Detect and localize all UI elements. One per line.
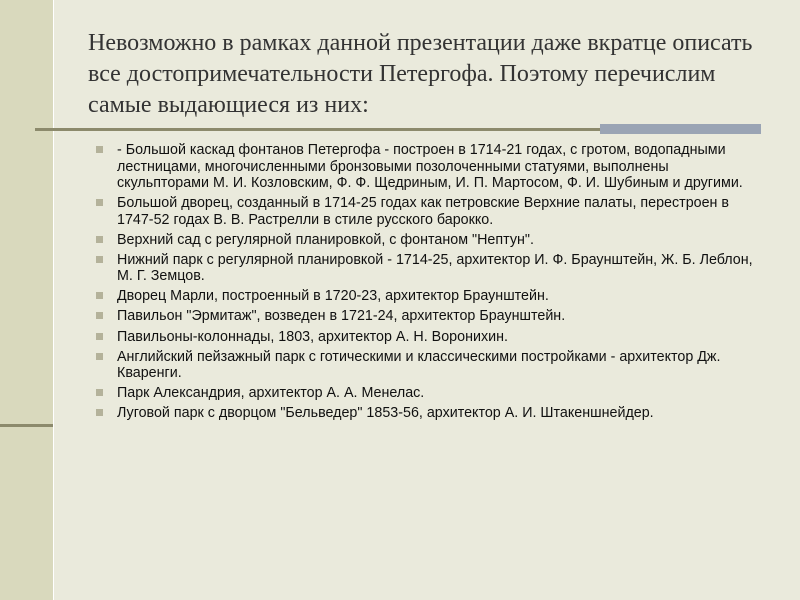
list-item [96,252,756,285]
list-item [96,142,756,192]
square-bullet-icon [96,292,103,299]
list-item [96,308,756,325]
list-item-text: Верхний сад с регулярной планировкой, с фонтаном "Нептун". [117,231,534,248]
square-bullet-icon [96,236,103,243]
square-bullet-icon [96,353,103,360]
square-bullet-icon [96,199,103,206]
list-item-text: - Большой каскад фонтанов Петергофа - построен в 1714-21 годах, с гротом, водопадными лестницами, многочисленными бронзовыми позолоченными статуями, выполнены скульпторами М. И. Козловским, Ф. Ф. Щедриным, И. П. Мартосом, Ф. И. Шубиным и другими. [117,142,743,191]
title-rule-accent [600,124,761,134]
list-item [96,349,756,382]
list-item-text: Парк Александрия, архитектор А. А. Менелас. [117,385,425,402]
list-item-text: Луговой парк с дворцом "Бельведер" 1853-56, архитектор А. И. Штакеншнейдер. [117,405,654,422]
list-item-text: Павильоны-колоннады, 1803, архитектор А. Н. Воронихин. [117,328,508,345]
square-bullet-icon [96,333,103,340]
left-accent-tab [0,424,53,427]
square-bullet-icon [96,256,103,263]
list-item-text: Английский пейзажный парк с готическими и классическими постройками - архитектор Дж. Кваренги. [117,348,721,382]
list-item [96,385,756,402]
square-bullet-icon [96,312,103,319]
list-item [96,329,756,346]
slide-title: Невозможно в рамках данной презентации даже вкратце описать все достопримечательности Петергофа. Поэтому перечислим самые выдающиеся из них: [88,30,753,118]
list-item-text: Нижний парк с регулярной планировкой - 1714-25, архитектор И. Ф. Браунштейн, Ж. Б. Леблон, М. Г. Земцов. [117,251,753,285]
square-bullet-icon [96,389,103,396]
square-bullet-icon [96,409,103,416]
list-item-text: Дворец Марли, построенный в 1720-23, архитектор Браунштейн. [117,288,549,305]
square-bullet-icon [96,146,103,153]
left-decorative-bar [0,0,53,600]
left-bar-divider [53,0,54,600]
list-item [96,195,756,228]
list-item [96,288,756,305]
list-item [96,232,756,249]
list-item-text: Большой дворец, созданный в 1714-25 годах как петровские Верхние палаты, перестроен в 1747-52 годах В. В. Растрелли в стиле русского барокко. [117,195,730,228]
bullet-list [96,142,756,425]
list-item-text: Павильон "Эрмитаж", возведен в 1721-24, архитектор Браунштейн. [117,308,566,325]
list-item [96,405,756,422]
